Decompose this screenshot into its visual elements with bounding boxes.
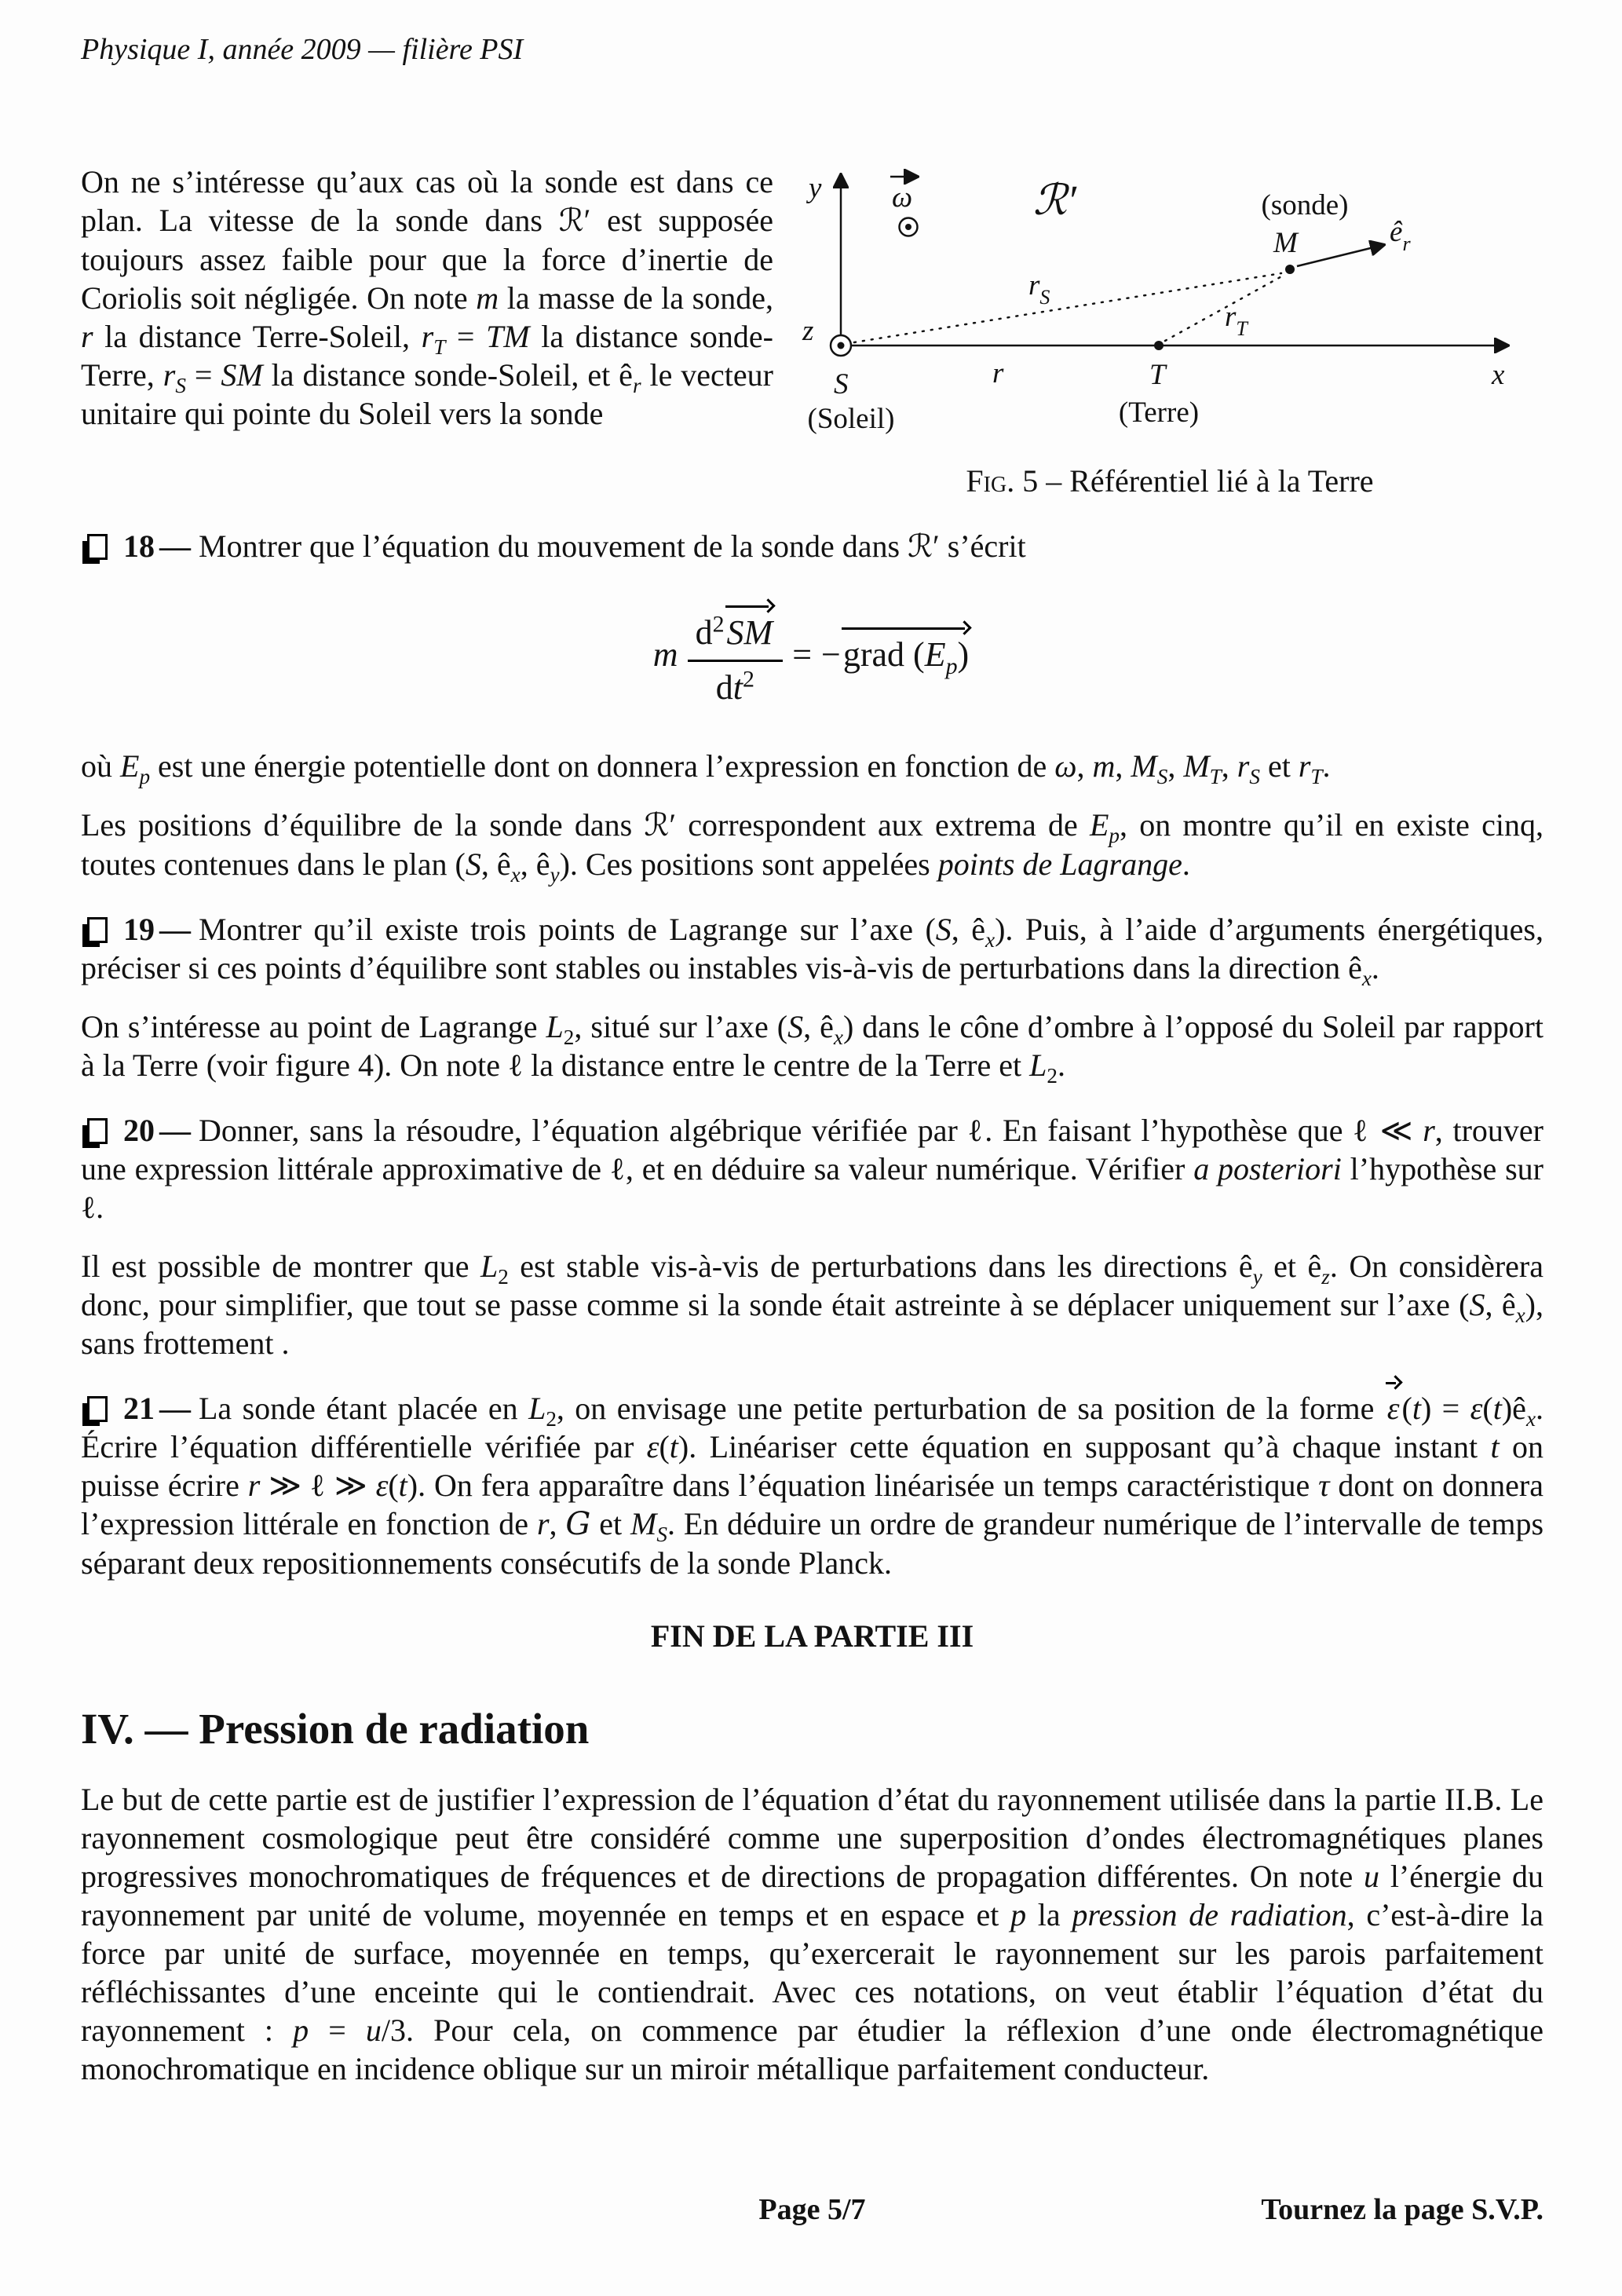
equation-18 (81, 601, 1543, 710)
er-arrow (1297, 245, 1383, 266)
question-number: 21 (123, 1391, 155, 1427)
probe-dot (1285, 265, 1295, 274)
question-checkbox-icon (87, 534, 108, 560)
figure-label-omega: ω (892, 181, 913, 214)
figure-5-diagram (796, 163, 1543, 500)
equation-coefficient: m (652, 634, 678, 674)
figure-label-frame: ℛ′ (1033, 176, 1076, 224)
header-title: Physique I, année 2009 — filière PSI (81, 33, 524, 66)
page-header (81, 31, 1543, 68)
sun-dot (838, 342, 845, 349)
figure-label-soleil: (Soleil) (807, 402, 895, 435)
figure-label-x: x (1492, 358, 1505, 391)
earth-dot (1154, 341, 1164, 350)
figure-5 (796, 163, 1543, 500)
figure-caption-dash: – (1046, 462, 1062, 499)
intro-paragraph: On ne s’intéresse qu’aux cas où la sonde est dans ce plan. La vitesse de la sonde dans ℛ′ est supposée toujours assez faible pour que la force d’inertie de Coriolis soit négligée. On note m la masse de la sonde, r la distance Terre-Soleil, $r_T$ = TM la distance sonde-Terre, $r_S$ = SM la distance sonde-Soleil, et $ê_r$ le vecteur unitaire qui pointe du Soleil vers la sonde (81, 163, 774, 431)
question-text: Donner, sans la résoudre, l’équation algébrique vérifiée par ℓ. En faisant l’hypothèse que ℓ ≪ r, trouver une expression littérale approximative de ℓ, et en déduire sa valeur numérique. Vérifier a posteriori l’hypothèse sur ℓ. (81, 1113, 1544, 1226)
figure-label-er: $ê_r$ (1390, 215, 1411, 255)
question-checkbox-icon (87, 1396, 108, 1422)
question-text: Montrer qu’il existe trois points de Lagrange sur l’axe (S, $ê_x$). Puis, à l’aide d’arguments énergétiques, préciser si ces points d’équilibre sont stables ou instables vis-à-vis de perturbations dans la direction $ê_x$. (81, 912, 1543, 991)
question-number: 19 (123, 912, 155, 948)
question-text: La sonde étant placée en $L_2$, on envisage une petite perturbation de sa position de la forme $\varepsilon(t) = \varepsilon(t)ê_x$. Écrire l’équation différentielle vérifiée par ε(t). Linéariser cette équation en supposant qu’à chaque instant t on puisse écrire r ≫ ℓ ≫ ε(t). On fera apparaître dans l’équation linéarisée un temps caractéristique τ dont on donnera l’expression littérale en fonction de r, G et $M_S$. En déduire un ordre de grandeur numérique de l’intervalle de temps séparant deux repositionnements consécutifs de la sonde Planck. (81, 1391, 1544, 1581)
paragraph-part4-intro: Le but de cette partie est de justifier l’expression de l’équation d’état du rayonnement utilisée dans la partie II.B. Le rayonnement cosmologique peut être considéré comme une superposition d’ondes électromagnétiques planes progressives monochromatiques de fréquences et de directions de propagation différentes. On note u l’énergie du rayonnement par unité de volume, moyennée en temps et en espace et p la pression de radiation, c’est-à-dire la force par unité de surface, moyennée en temps, qu’exercerait le rayonnement sur les parois parfaitement réfléchissantes d’une enceinte qui le contiendrait. Avec ces notations, on veut établir l’équation d’état du rayonnement : p = u/3. Pour cela, on commence par étudier la réflexion d’une onde électromagnétique monochromatique en incidence oblique sur un miroir métallique parfaitement conducteur. (81, 1781, 1544, 2086)
question-checkbox-icon (87, 917, 108, 943)
question-number: 20 (123, 1113, 155, 1149)
figure-label-T: T (1149, 358, 1166, 391)
equation-fraction (688, 601, 784, 710)
figure-label-rT: $r_T$ (1225, 300, 1248, 340)
paragraph-stabilite: Il est possible de montrer que $L_2$ est stable vis-à-vis de perturbations dans les directions $ê_y$ et $ê_z$. On considèrera donc, pour simplifier, que tout se passe comme si la sonde était astreinte à se déplacer uniquement sur l’axe (S, $ê_x$), sans frottement . (81, 1249, 1544, 1362)
figure-label-z: z (802, 314, 814, 347)
page-number: Page 5/7 (758, 2193, 866, 2227)
page-footer (81, 2192, 1543, 2228)
paragraph-positions-equilibre: Les positions d’équilibre de la sonde dans ℛ′ correspondent aux extrema de $E_p$, on montre qu’il en existe cinq, toutes contenues dans le plan (S, $ê_x$, $ê_y$). Ces positions sont appelées points de Lagrange. (81, 807, 1543, 887)
question-number: 18 (123, 528, 155, 564)
equation-equals: = (792, 634, 813, 674)
section-4-title: IV. — Pression de radiation (81, 1705, 590, 1753)
question-19 (81, 910, 1543, 991)
paragraph-lagrange-l2: On s’intéresse au point de Lagrange $L_2$, situé sur l’axe (S, $ê_x$) dans le cône d’ombre à l’opposé du Soleil par rapport à la Terre (voir figure 4). On note ℓ la distance entre le centre de la Terre et $L_2$. (81, 1009, 1543, 1088)
intro-and-figure-row (81, 163, 1543, 500)
figure-label-r: r (992, 356, 1004, 389)
figure-caption-text: Référentiel lié à la Terre (1069, 462, 1374, 499)
figure-caption-label: Fig. 5 (966, 462, 1039, 499)
equation-denominator: $dt^2$ (715, 666, 754, 707)
question-dash: — (159, 1391, 191, 1427)
paragraph-ou-ep: où $E_p$ est une énergie potentielle dont on donnera l’expression en fonction de ω, m, $M_S$, $M_T$, $r_S$ et $r_T$. (81, 748, 1331, 789)
figure-label-rS: $r_S$ (1028, 269, 1050, 309)
question-dash: — (159, 912, 191, 948)
question-21 (81, 1389, 1543, 1582)
figure-caption (796, 462, 1543, 500)
question-text: Montrer que l’équation du mouvement de la sonde dans ℛ′ s’écrit (199, 528, 1026, 565)
figure-label-S: S (834, 367, 849, 400)
equation-numerator: $d^2SM$ (688, 601, 784, 663)
figure-label-terre: (Terre) (1118, 396, 1200, 429)
figure-label-M: M (1273, 226, 1298, 259)
question-18 (81, 527, 1543, 566)
question-dash: — (159, 528, 191, 564)
equation-rhs: −grad $(E_p)$ (821, 634, 971, 676)
question-dash: — (159, 1113, 191, 1149)
turn-page-label: Tournez la page S.V.P. (1261, 2193, 1543, 2227)
figure-label-sonde: (sonde) (1261, 188, 1349, 221)
referential-diagram (796, 163, 1542, 439)
end-of-part-3-label: FIN DE LA PARTIE III (650, 1618, 974, 1654)
rS-dotted-line (854, 273, 1281, 342)
question-20 (81, 1111, 1543, 1227)
question-checkbox-icon (87, 1118, 108, 1144)
omega-dot (905, 224, 911, 230)
figure-label-y: y (809, 171, 822, 204)
